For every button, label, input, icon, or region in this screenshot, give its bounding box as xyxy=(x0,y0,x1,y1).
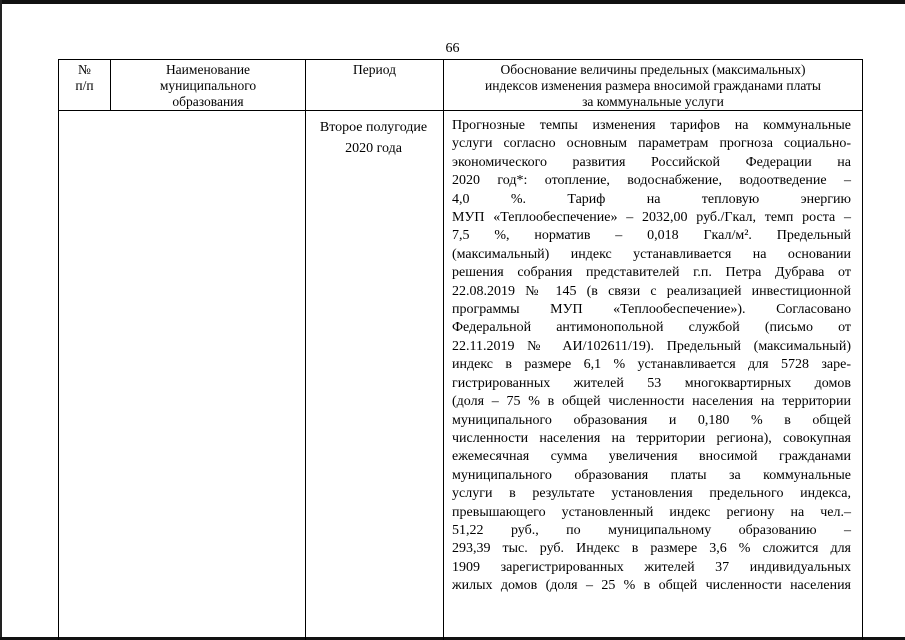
row-period xyxy=(306,117,441,159)
scan-border-left xyxy=(0,0,2,640)
justification-line: 51,22 руб., по муниципальному образованию – xyxy=(452,522,851,538)
justification-line: 4,0 %. Тариф на тепловую энергию xyxy=(452,191,851,207)
column-divider xyxy=(305,110,306,640)
justification-line: муниципального образования платы за коммунальные xyxy=(452,467,851,483)
justification-line: 293,39 тыс. руб. Индекс в размере 3,6 % сложится для xyxy=(452,541,851,557)
header-col-period-label: Период xyxy=(353,62,396,77)
header-col-number-line1: № xyxy=(78,62,91,77)
justification-line: 22.08.2019 № 145 (в связи с реализацией инвестиционной xyxy=(452,283,851,299)
header-col-justification-line3: за коммунальные услуги xyxy=(582,94,724,109)
header-col-number xyxy=(59,60,111,110)
header-col-number-line2: п/п xyxy=(75,78,94,93)
justification-line: услуги в результате установления предельного индекса, xyxy=(452,486,851,502)
justification-line: услуги согласно основным параметрам прогноза социально- xyxy=(452,136,851,152)
justification-line: МУП «Теплообеспечение» – 2032,00 руб./Гкал, темп роста – xyxy=(452,210,851,226)
table-header xyxy=(58,59,863,111)
column-divider xyxy=(443,110,444,640)
justification-line: индекс в размере 6,1 % устанавливается для 5728 заре- xyxy=(452,357,851,373)
justification-line: (доля – 75 % в общей численности населения на территории xyxy=(452,394,851,410)
scan-border-top xyxy=(0,0,905,4)
justification-line: 2020 год*: отопление, водоснабжение, водоотведение – xyxy=(452,173,851,189)
justification-line: программы МУП «Теплообеспечение»). Согласовано xyxy=(452,302,851,318)
header-col-period xyxy=(306,60,444,110)
header-col-municipality-line1: Наименование xyxy=(165,62,251,77)
justification-line: жилых домов (доля – 25 % в общей численности населения xyxy=(452,578,851,594)
justification-line: гистрированных жителей 53 многоквартирных домов xyxy=(452,375,851,391)
header-col-municipality-line2: муниципального xyxy=(159,78,257,93)
justification-line: решения собрания представителей г.п. Петра Дубрава от xyxy=(452,265,851,281)
row-period-line1: Второе полугодие xyxy=(319,120,428,135)
justification-line: 7,5 %, норматив – 0,018 Гкал/м². Предельный xyxy=(452,228,851,244)
justification-line: (максимальный) индекс устанавливается на основании xyxy=(452,246,851,262)
column-divider xyxy=(58,110,59,640)
column-divider xyxy=(862,110,863,640)
justification-line: 1909 зарегистрированных жителей 37 индивидуальных xyxy=(452,559,851,575)
justification-line: превышающего установленный индекс региону на чел.– xyxy=(452,504,851,520)
justification-line: ежемесячная сумма увеличения вносимой гражданами xyxy=(452,449,851,465)
justification-line: Прогнозные темпы изменения тарифов на коммунальные xyxy=(452,118,851,133)
page-number: 66 xyxy=(445,41,460,56)
justification-line: Федеральной антимонопольной службой (письмо от xyxy=(452,320,851,336)
header-col-justification-line2: индексов изменения размера вносимой гражданами платы xyxy=(485,78,821,93)
header-col-municipality xyxy=(111,60,306,110)
justification-line: численности населения на территории региона), совокупная xyxy=(452,430,851,446)
row-justification-text xyxy=(452,117,851,596)
justification-line: муниципального образования и 0,180 % в общей xyxy=(452,412,851,428)
header-col-municipality-line3: образования xyxy=(172,94,244,109)
justification-line: 22.11.2019 № АИ/102611/19). Предельный (максимальный) xyxy=(452,338,851,354)
header-col-justification-line1: Обоснование величины предельных (максимальных) xyxy=(500,62,806,77)
justification-line: экономического развития Российской Федерации на xyxy=(452,154,851,170)
row-period-line2: 2020 года xyxy=(345,141,402,156)
header-col-justification xyxy=(444,60,862,110)
